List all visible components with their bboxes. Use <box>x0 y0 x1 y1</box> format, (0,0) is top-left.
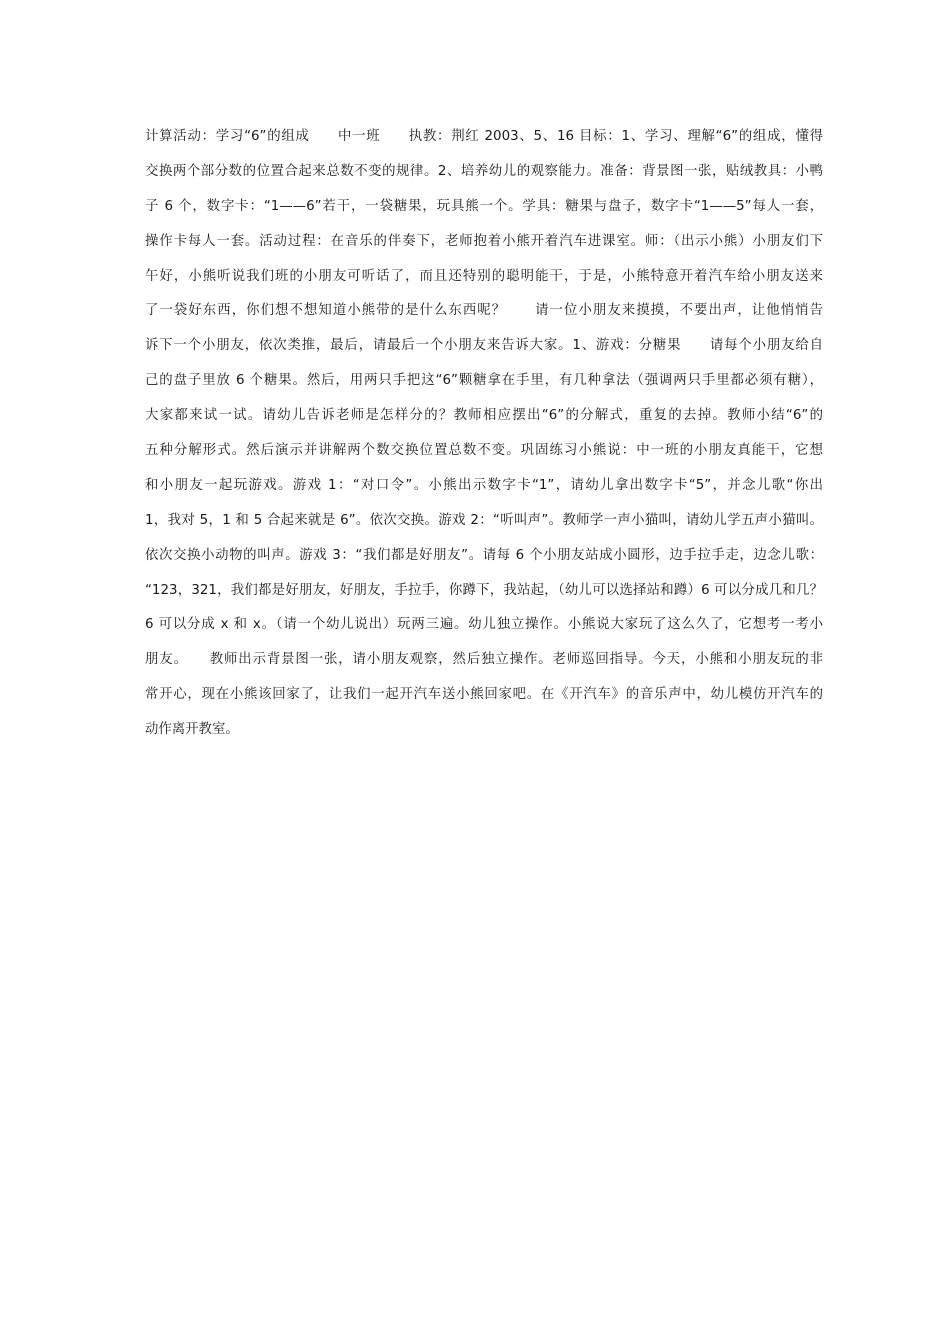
text-line: 操作卡每人一套。活动过程：在音乐的伴奏下，老师抱着小熊开着汽车进课室。师：（出示小熊）小朋友们下 <box>145 233 823 249</box>
text-line: 诉下一个小朋友，依次类推，最后，请最后一个小朋友来告诉大家。1、游戏：分糖果 请每个小朋友给自 <box>145 338 823 354</box>
lesson-plan-text <box>145 124 823 752</box>
text-line: “123，321，我们都是好朋友，好朋友，手拉手，你蹲下，我站起，（幼儿可以选择站和蹲）6 可以分成几和几？ <box>145 582 823 598</box>
text-line: 朋友。 教师出示背景图一张，请小朋友观察，然后独立操作。老师巡回指导。今天，小熊和小朋友玩的非 <box>145 652 823 668</box>
text-line: 依次交换小动物的叫声。游戏 3：“我们都是好朋友”。请每 6 个小朋友站成小圆形，边手拉手走，边念儿歌： <box>145 547 823 563</box>
text-line: 和小朋友一起玩游戏。游戏 1：“对口令”。小熊出示数字卡“1”，请幼儿拿出数字卡“5”，并念儿歌“你出 <box>145 477 823 493</box>
text-line: 子 6 个，数字卡：“1——6”若干，一袋糖果，玩具熊一个。学具：糖果与盘子，数字卡“1——5”每人一套， <box>145 198 823 214</box>
text-line: 午好，小熊听说我们班的小朋友可听话了，而且还特别的聪明能干，于是，小熊特意开着汽车给小朋友送来 <box>145 268 823 284</box>
text-line: 动作离开教室。 <box>145 722 239 738</box>
text-line: 6 可以分成 x 和 x。（请一个幼儿说出）玩两三遍。幼儿独立操作。小熊说大家玩了这么久了，它想考一考小 <box>145 617 823 633</box>
text-line: 交换两个部分数的位置合起来总数不变的规律。2、培养幼儿的观察能力。准备：背景图一张，贴绒教具：小鸭 <box>145 163 823 179</box>
text-line: 大家都来试一试。请幼儿告诉老师是怎样分的？教师相应摆出“6”的分解式，重复的去掉。教师小结“6”的 <box>145 408 823 424</box>
text-line: 了一袋好东西，你们想不想知道小熊带的是什么东西呢？ 请一位小朋友来摸摸，不要出声，让他悄悄告 <box>145 303 823 319</box>
text-line: 己的盘子里放 6 个糖果。然后，用两只手把这“6”颗糖拿在手里，有几种拿法（强调两只手里都必须有糖）， <box>145 373 823 389</box>
text-line: 常开心，现在小熊该回家了，让我们一起开汽车送小熊回家吧。在《开汽车》的音乐声中，幼儿模仿开汽车的 <box>145 687 823 703</box>
text-line: 1，我对 5，1 和 5 合起来就是 6”。依次交换。游戏 2：“听叫声”。教师学一声小猫叫，请幼儿学五声小猫叫。 <box>145 512 823 528</box>
text-line: 五种分解形式。然后演示并讲解两个数交换位置总数不变。巩固练习小熊说：中一班的小朋友真能干，它想 <box>145 443 823 459</box>
text-line: 计算活动：学习“6”的组成 中一班 执教：荆红 2003、5、16 目标：1、学习、理解“6”的组成，懂得 <box>145 129 823 144</box>
